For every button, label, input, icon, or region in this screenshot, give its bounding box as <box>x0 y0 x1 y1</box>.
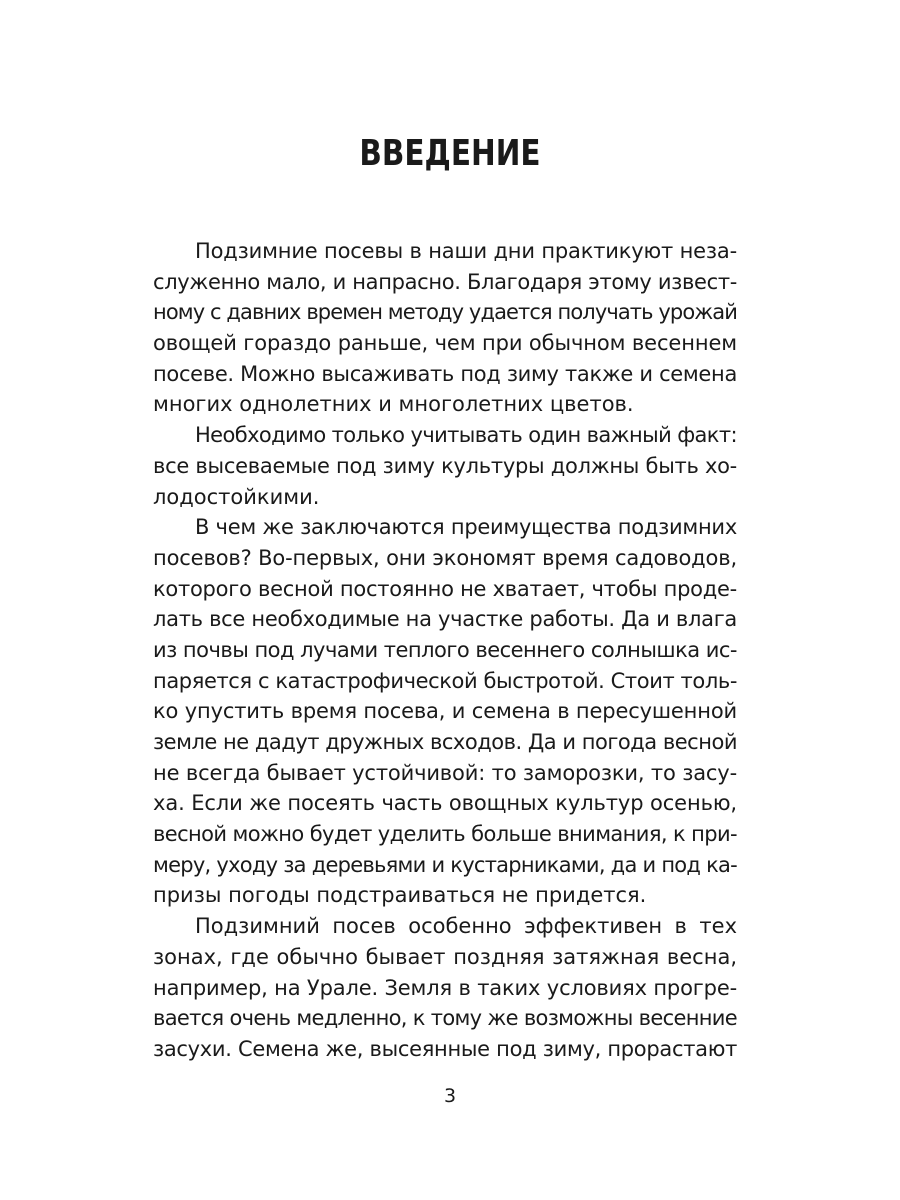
text-line: Необходимо только учитывать один важный факт: <box>195 423 737 448</box>
text-line: ко упустить время посева, и семена в пересушенной <box>153 699 737 724</box>
text-line: меру, уходу за деревьями и кустарниками, да и под ка- <box>153 852 737 877</box>
text-line: которого весной постоянно не хватает, чтобы проде- <box>153 576 737 601</box>
text-line: из почвы под лучами теплого весеннего солнышка ис- <box>153 637 737 662</box>
text-line: засухи. Семена же, высеянные под зиму, прорастают <box>153 1036 737 1061</box>
text-line: паряется с катастрофической быстротой. Стоит толь- <box>153 668 737 693</box>
text-line: Подзимние посевы в наши дни практикуют неза- <box>195 239 737 263</box>
text-line: зонах, где обычно бывает поздняя затяжная весна, <box>153 944 737 969</box>
text-line: ному с давних времен методу удается получать урожай <box>153 300 737 325</box>
body-text <box>153 236 737 1065</box>
text-line: призы погоды подстраиваться не придется. <box>153 883 647 908</box>
chapter-title: ВВЕДЕНИЕ <box>359 133 541 174</box>
text-line: посеве. Можно высаживать под зиму также и семена <box>153 361 737 386</box>
text-line: ха. Если же посеять часть овощных культур осенью, <box>153 791 737 816</box>
page-number: 3 <box>443 1085 457 1107</box>
text-line: лать все необходимые на участке работы. Да и влага <box>153 607 737 632</box>
text-line: например, на Урале. Земля в таких условиях прогре- <box>153 975 737 1000</box>
text-line: овощей гораздо раньше, чем при обычном весеннем <box>153 331 737 356</box>
text-line: земле не дадут дружных всходов. Да и погода весной <box>153 730 737 754</box>
text-line: служенно мало, и напрасно. Благодаря этому извест- <box>153 269 738 294</box>
text-line: не всегда бывает устойчивой: то заморозки, то засу- <box>153 760 737 785</box>
text-line: В чем же заключаются преимущества подзимних <box>195 515 737 540</box>
text-line: все высеваемые под зиму культуры должны быть хо- <box>153 453 737 478</box>
text-line: вается очень медленно, к тому же возможны весенние <box>153 1006 737 1031</box>
text-line: Подзимний посев особенно эффективен в тех <box>195 914 737 939</box>
text-line: лодостойкими. <box>153 484 320 509</box>
text-line: многих однолетних и многолетних цветов. <box>153 392 634 417</box>
text-line: посевов? Во-первых, они экономят время садоводов, <box>153 545 737 570</box>
text-line: весной можно будет уделить больше внимания, к при- <box>153 822 737 847</box>
